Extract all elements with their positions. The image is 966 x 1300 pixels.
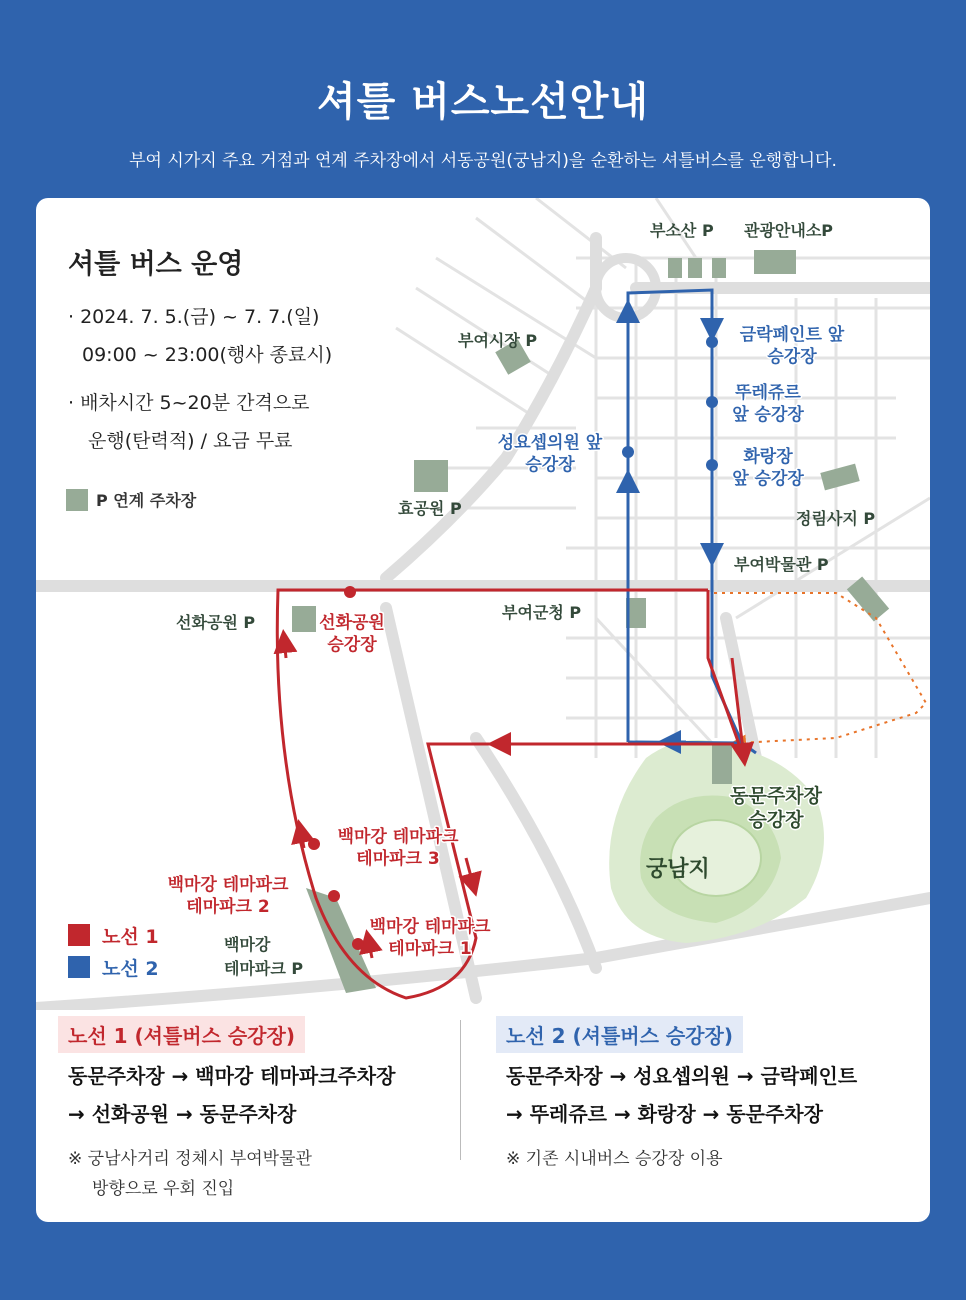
route2-path-2: → 뚜레쥬르 → 화랑장 → 동문주차장 bbox=[506, 1102, 823, 1126]
route1-note-2: 방향으로 우회 진입 bbox=[92, 1179, 235, 1199]
label-baekmagang-p-2: 테마파크 P bbox=[224, 959, 304, 978]
info-title: 셔틀 버스 운영 bbox=[68, 249, 244, 280]
route1-arrow-up-3 bbox=[368, 938, 372, 958]
label-museum-p: 부여박물관 P bbox=[734, 555, 829, 574]
stop-theme2-label-2: 테마파크 2 bbox=[186, 897, 270, 917]
label-busosan-p: 부소산 P bbox=[650, 221, 714, 240]
parking-busosan-3 bbox=[712, 258, 726, 278]
info-dates: · 2024. 7. 5.(금) ~ 7. 7.(일) bbox=[68, 306, 320, 328]
stop-seongyo-dot bbox=[622, 446, 634, 458]
stop-dongmun-label-2: 승강장 bbox=[748, 809, 804, 831]
label-county-office-p: 부여군청 P bbox=[502, 603, 582, 622]
route2-path-1: 동문주차장 → 성요셉의원 → 금락페인트 bbox=[506, 1064, 858, 1088]
info-interval: · 배차시간 5~20분 간격으로 bbox=[68, 392, 310, 414]
stop-seonhwa-label-2: 승강장 bbox=[327, 635, 377, 655]
parking-tour-info bbox=[754, 250, 796, 274]
route-divider bbox=[460, 1020, 461, 1160]
page-title: 셔틀 버스노선안내 bbox=[316, 79, 650, 125]
page-subtitle: 부여 시가지 주요 거점과 연계 주차장에서 서동공원(궁남지)을 순환하는 셔틀버스를 운행합니다. bbox=[129, 151, 837, 171]
parking-legend bbox=[66, 488, 196, 511]
stop-hwarang-label-2: 앞 승강장 bbox=[732, 469, 804, 489]
stop-dongmun-label-1: 동문주차장 bbox=[730, 785, 822, 807]
legend-route2-swatch bbox=[68, 956, 90, 978]
info-fare: 운행(탄력적) / 요금 무료 bbox=[88, 430, 293, 452]
route2-heading: 노선 2 (셔틀버스 승강장) bbox=[496, 1016, 743, 1053]
route-map bbox=[36, 198, 930, 1010]
stop-theme3-label-2: 테마파크 3 bbox=[356, 849, 440, 869]
route2-note: ※ 기존 시내버스 승강장 이용 bbox=[506, 1149, 723, 1169]
route1-heading: 노선 1 (셔틀버스 승강장) bbox=[58, 1016, 305, 1053]
stop-theme2-label-1: 백마강 테마파크 bbox=[167, 875, 289, 895]
stop-hwarang-dot bbox=[706, 459, 718, 471]
stop-theme1-label-1: 백마강 테마파크 bbox=[369, 917, 491, 937]
legend-route1-label: 노선 1 bbox=[102, 926, 159, 948]
stop-seonhwa-label-1: 선화공원 bbox=[319, 613, 385, 633]
parking-seonhwa bbox=[292, 606, 316, 632]
route-card bbox=[36, 198, 930, 1222]
stop-theme1-dot bbox=[352, 938, 364, 950]
route1-note-1: ※ 궁남사거리 정체시 부여박물관 bbox=[68, 1149, 312, 1169]
parking-dongmun bbox=[712, 744, 732, 784]
parking-jeongnimsa bbox=[820, 464, 859, 491]
stop-theme3-label-1: 백마강 테마파크 bbox=[337, 827, 459, 847]
stop-seongyo-label-1: 성요셉의원 앞 bbox=[497, 433, 603, 453]
stop-hwarang-label-1: 화랑장 bbox=[743, 447, 793, 467]
route1-arrow-up-2 bbox=[284, 638, 286, 658]
label-gungnamji: 궁남지 bbox=[646, 857, 710, 882]
stop-geumrak-label-2: 승강장 bbox=[767, 347, 817, 367]
legend-route2-label: 노선 2 bbox=[102, 958, 159, 980]
route1-path-1: 동문주차장 → 백마강 테마파크주차장 bbox=[68, 1064, 396, 1088]
route-descriptions bbox=[36, 1010, 930, 1222]
stop-geumrak-label-1: 금락페인트 앞 bbox=[739, 325, 845, 345]
label-baekmagang-p-1: 백마강 bbox=[224, 935, 271, 954]
stop-theme2-dot bbox=[328, 890, 340, 902]
route1-arrow-down bbox=[466, 858, 474, 888]
stop-ttureju-dot bbox=[706, 396, 718, 408]
legend-route1-swatch bbox=[68, 924, 90, 946]
parking-hyo bbox=[414, 460, 448, 492]
parking-busosan-2 bbox=[688, 258, 702, 278]
label-market-p: 부여시장 P bbox=[458, 331, 538, 350]
info-hours: 09:00 ~ 23:00(행사 종료시) bbox=[82, 344, 333, 366]
label-jeongnimsa-p: 정림사지 P bbox=[796, 509, 876, 528]
label-hyo-park-p: 효공원 P bbox=[398, 499, 462, 518]
stop-seonhwa-dot bbox=[344, 586, 356, 598]
parking-busosan-1 bbox=[668, 258, 682, 278]
stop-seongyo-label-2: 승강장 bbox=[525, 455, 575, 475]
parking-legend-label: P 연계 주차장 bbox=[96, 491, 197, 510]
stop-geumrak-dot bbox=[706, 336, 718, 348]
stop-theme1-label-2: 테마파크 1 bbox=[388, 939, 472, 959]
label-seonhwa-p: 선화공원 P bbox=[176, 613, 256, 632]
parking-baekmagang bbox=[306, 888, 376, 993]
stop-theme3-dot bbox=[308, 838, 320, 850]
stop-ttureju-label-1: 뚜레쥬르 bbox=[735, 383, 801, 403]
label-tour-info-p: 관광안내소P bbox=[744, 221, 834, 240]
stop-ttureju-label-2: 앞 승강장 bbox=[732, 405, 804, 425]
route1-path-2: → 선화공원 → 동문주차장 bbox=[68, 1102, 297, 1126]
parking-legend-swatch bbox=[66, 489, 88, 511]
